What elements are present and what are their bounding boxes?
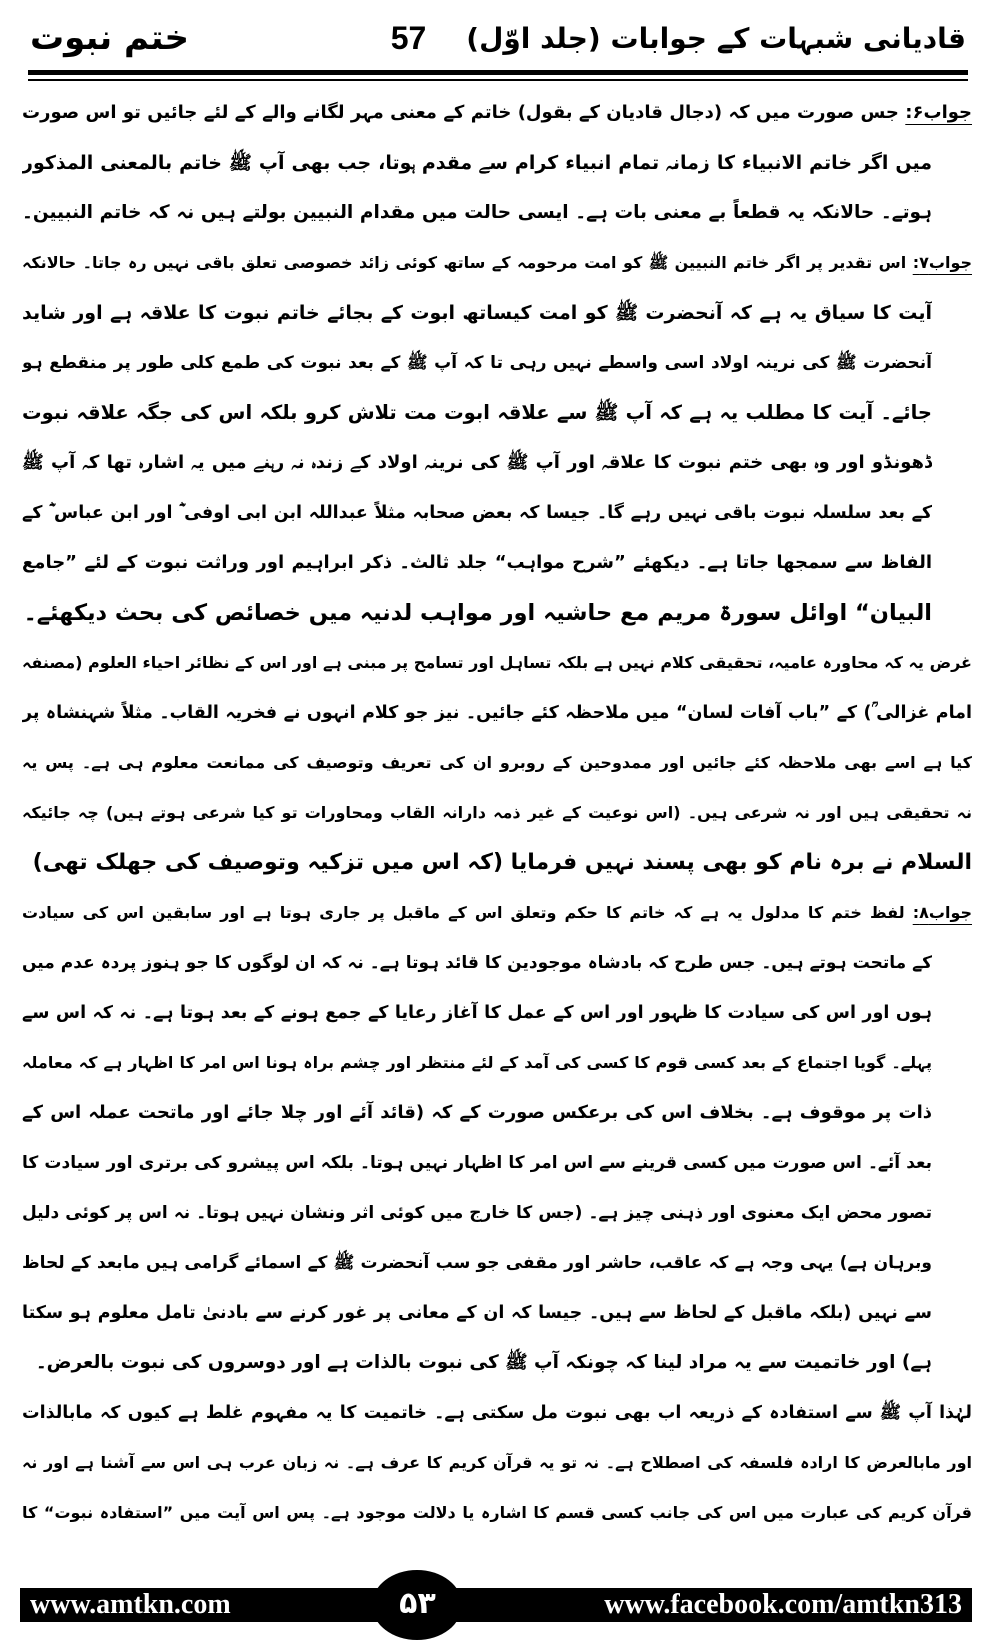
text-line: جواب۶: جس صورت میں کہ (دجال قادیان کے بقول) خاتم کے معنی مہر لگانے والے کے لئے جائیں تو اس صورت [22,102,972,123]
page-body [22,88,972,1538]
text-line: پہلے۔ گویا اجتماع کے بعد کسی قوم کا کسی کی آمد کے لئے منتظر اور چشم براہ ہونا اس امر کا اظہار ہے کہ معاملہ [22,1053,932,1072]
header-divider [28,70,968,81]
text-line: جائے۔ آیت کا مطلب یہ ہے کہ آپ ﷺ سے علاقہ ابوت مت تلاش کرو بلکہ اس کی جگہ علاقہ نبوت [22,401,932,424]
book-title: قادیانی شبہات کے جوابات (جلد اوّل) [466,21,966,55]
text-line: اور مابالعرض کا ارادہ فلسفہ کی اصطلاح ہے۔ نہ تو یہ قرآن کریم کا عرف ہے۔ نہ زبان عرب ہی اس سے آشنا ہے اور نہ [22,1453,972,1472]
page-footer [20,1588,972,1622]
text-line: کیا ہے اسے بھی ملاحظہ کئے جائیں اور ممدوحین کے روبرو ان کی تعریف وتوصیف کی ممانعت معلوم ہی ہے۔ پس یہ [22,753,972,772]
header-title-group [219,20,966,57]
text-line: کے ماتحت ہوتے ہیں۔ جس طرح کہ بادشاہ موجودین کا قائد ہوتا ہے۔ نہ کہ ان لوگوں کا جو ہنوز پردہ عدم میں [22,953,932,973]
text-line: ڈھونڈو اور وہ بھی ختم نبوت کا علاقہ اور آپ ﷺ کی نرینہ اولاد کے زندہ نہ رہنے میں یہ اشارہ تھا کہ آپ ﷺ [22,452,932,473]
text-line: غرض یہ کہ محاورہ عامیہ، تحقیقی کلام نہیں ہے بلکہ تساہل اور تسامح پر مبنی ہے اور اس کے نظائر احیاء العلوم (مصنفہ [22,653,972,672]
text-line: الفاظ سے سمجھا جاتا ہے۔ دیکھئے ”شرح مواہب“ جلد ثالث۔ ذکر ابراہیم اور وراثت نبوت کے لئے ”جامع [22,552,932,573]
text-line: آیت کا سیاق یہ ہے کہ آنحضرت ﷺ کو امت کیساتھ ابوت کے بجائے خاتم نبوت کا علاقہ ہے اور شاید [22,302,932,324]
website-link[interactable]: www.amtkn.com [30,1589,231,1620]
brand-title: ختم نبوت [30,18,190,58]
text-line: ہوتے۔ حالانکہ یہ قطعاً بے معنی بات ہے۔ ایسی حالت میں مقدام النبیین بولتے ہیں نہ کہ خاتم النبیین۔ [22,202,932,223]
text-line: قرآن کریم کی عبارت میں اس کی جانب کسی قسم کا اشارہ یا دلالت موجود ہے۔ پس اس آیت میں ”استفادہ نبوت“ کا [22,1503,972,1522]
text-line: آنحضرت ﷺ کی نرینہ اولاد اسی واسطے نہیں رہی تا کہ آپ ﷺ کے بعد نبوت کی طمع کلی طور پر منقطع ہو [22,353,932,373]
text-line: ذات پر موقوف ہے۔ بخلاف اس کی برعکس صورت کے کہ (قائد آئے اور چلا جائے اور ماتحت عملہ اس کے [22,1102,932,1123]
text-line: السلام نے برہ نام کو بھی پسند نہیں فرمایا (کہ اس میں تزکیہ وتوصیف کی جھلک تھی) [32,850,972,875]
text-line: ہوں اور اس کی سیادت کا ظہور اور اس کے عمل کا آغاز رعایا کے جمع ہونے کے بعد ہوتا ہے۔ نہ کہ اس سے [22,1003,932,1023]
text-line: سے نہیں (بلکہ ماقبل کے لحاظ سے ہیں۔ جیسا کہ ان کے معانی پر غور کرنے سے بادنیٰ تامل معلوم ہو سکتا [22,1303,932,1323]
answer-label: جواب۷: [912,253,972,272]
text-line: البیان“ اوائل سورۃ مریم مع حاشیہ اور مواہب لدنیہ میں خصائص کی بحث دیکھئے۔ [23,600,932,626]
answer-label: جواب۶: [905,102,972,123]
page-number: 57 [390,19,427,56]
text-line: میں اگر خاتم الانبیاء کا زمانہ تمام انبیاء کرام سے مقدم ہوتا، جب بھی آپ ﷺ خاتم بالمعنی المذکور [22,152,932,174]
answer-label: جواب۸: [912,903,972,922]
text-line: نہ تحقیقی ہیں اور نہ شرعی ہیں۔ (اس نوعیت کے غیر ذمہ دارانہ القاب ومحاورات تو کیا شرعی ہوتے ہیں) چہ جائیکہ [22,803,972,822]
text-line: کے بعد سلسلہ نبوت باقی نہیں رہے گا۔ جیسا کہ بعض صحابہ مثلاً عبداللہ ابن ابی اوفی ؓ اور ابن عباس ؓ کے [22,503,932,523]
page-header [30,8,966,68]
text-line: امام غزالی ؒ) کے ”باب آفات لسان“ میں ملاحظہ کئے جائیں۔ نیز جو کلام انہوں نے فخریہ القاب۔ مثلاً شہنشاہ پر [22,703,972,723]
footer-page-number: ۵۳ [372,1570,462,1640]
text-line: ہے) اور خاتمیت سے یہ مراد لینا کہ چونکہ آپ ﷺ کی نبوت بالذات ہے اور دوسروں کی نبوت بالعرض۔ [35,1352,932,1373]
text-line: بعد آئے۔ اس صورت میں کسی قرینے سے اس امر کا اظہار نہیں ہوتا۔ بلکہ اس پیشرو کی برتری اور سیادت کا [22,1153,932,1173]
text-line: جواب۷: اس تقدیر پر اگر خاتم النبیین ﷺ کو امت مرحومہ کے ساتھ کوئی زائد خصوصی تعلق باقی نہیں رہ جاتا۔ حالانکہ [22,253,972,272]
text-line: تصور محض ایک معنوی اور ذہنی چیز ہے۔ (جس کا خارج میں کوئی اثر ونشان نہیں ہوتا۔ نہ اس پر کوئی دلیل [22,1203,932,1223]
facebook-link[interactable]: www.facebook.com/amtkn313 [604,1589,962,1620]
text-line: لہٰذا آپ ﷺ سے استفادہ کے ذریعہ اب بھی نبوت مل سکتی ہے۔ خاتمیت کا یہ مفہوم غلط ہے کیوں کہ مابالذات [22,1403,972,1423]
text-line: جواب۸: لفظ ختم کا مدلول یہ ہے کہ خاتم کا حکم وتعلق اس کے ماقبل پر جاری ہوتا ہے اور سابقین اس کی سیادت [22,903,972,922]
text-line: وبرہان ہے) یہی وجہ ہے کہ عاقب، حاشر اور مقفی جو سب آنحضرت ﷺ کے اسمائے گرامی ہیں مابعد کے لحاظ [22,1253,932,1273]
